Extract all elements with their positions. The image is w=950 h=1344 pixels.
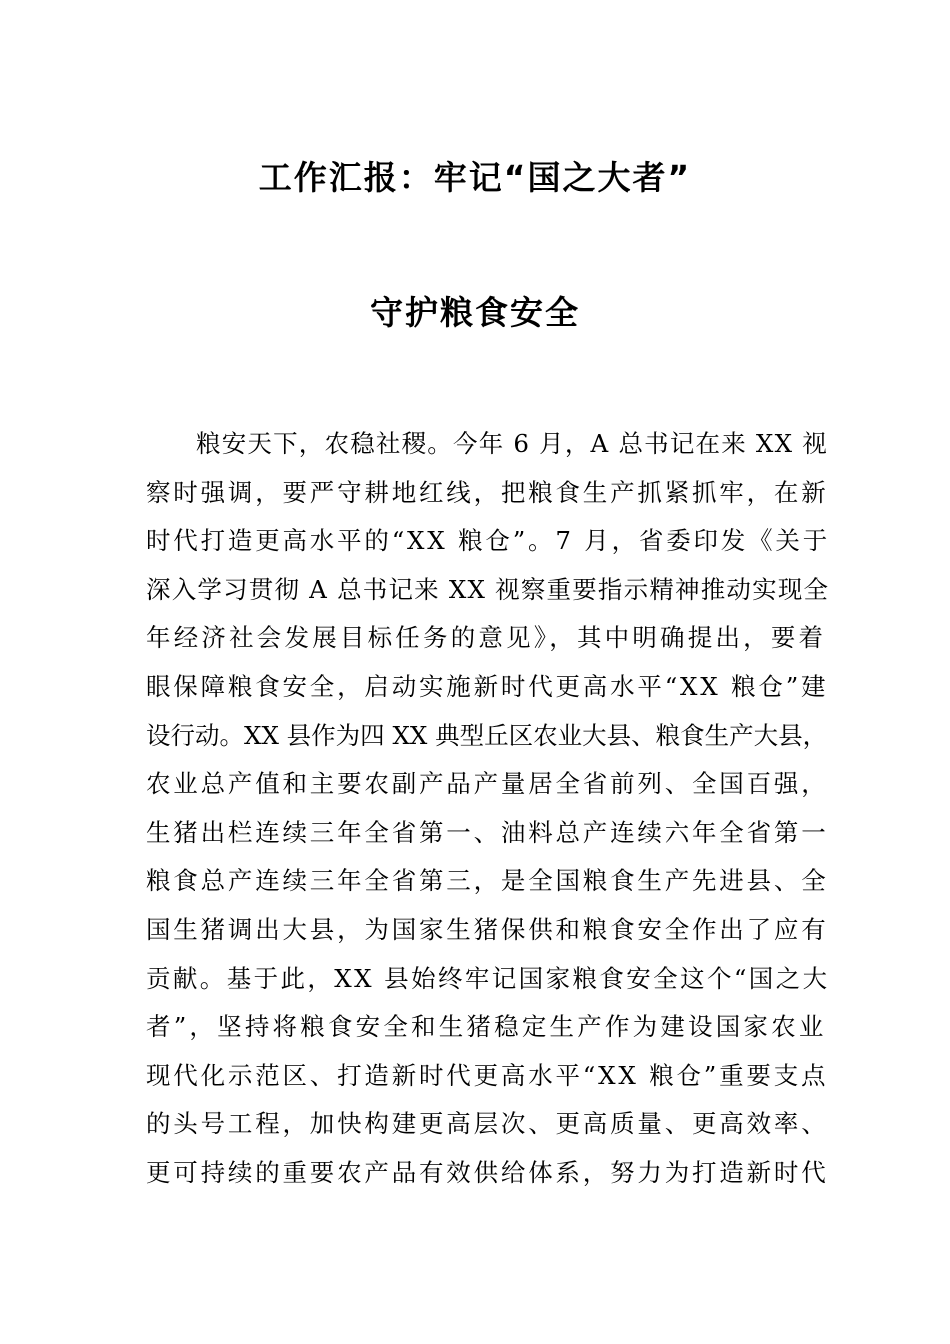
body-line: 现代化示范区、打造新时代更高水平“XX 粮仓”重要支点 (146, 1060, 829, 1090)
body-line: 粮食总产连续三年全省第三，是全国粮食生产先进县、全 (146, 866, 829, 896)
body-line: 农业总产值和主要农副产品产量居全省前列、全国百强， (146, 769, 829, 799)
body-line: 更可持续的重要农产品有效供给体系，努力为打造新时代 (146, 1157, 829, 1187)
body-line: 深入学习贯彻 A 总书记来 XX 视察重要指示精神推动实现全 (146, 574, 830, 604)
body-line: 时代打造更高水平的“XX 粮仓”。7 月，省委印发《关于 (146, 526, 830, 556)
body-line: 的头号工程，加快构建更高层次、更高质量、更高效率、 (146, 1109, 829, 1139)
body-line: 察时强调，要严守耕地红线，把粮食生产抓紧抓牢，在新 (146, 477, 829, 507)
body-line: 年经济社会发展目标任务的意见》，其中明确提出，要着 (146, 623, 827, 653)
body-line: 眼保障粮食安全，启动实施新时代更高水平“XX 粮仓”建 (146, 671, 829, 701)
body-paragraph (146, 423, 830, 1201)
body-line: 粮安天下，农稳社稷。今年 6 月，A 总书记在来 XX 视 (196, 429, 828, 458)
document-title-line-1: 工作汇报：牢记“国之大者” (258, 158, 692, 197)
body-line: 国生猪调出大县，为国家生猪保供和粮食安全作出了应有 (146, 914, 829, 944)
body-line: 生猪出栏连续三年全省第一、油料总产连续六年全省第一 (146, 817, 829, 847)
body-line: 贡献。基于此，XX 县始终牢记国家粮食安全这个“国之大 (146, 963, 830, 993)
body-line: 者”，坚持将粮食安全和生猪稳定生产作为建设国家农业 (146, 1012, 827, 1042)
document-title-line-2: 守护粮食安全 (370, 293, 580, 332)
body-line: 设行动。XX 县作为四 XX 典型丘区农业大县、粮食生产大县， (146, 720, 828, 750)
